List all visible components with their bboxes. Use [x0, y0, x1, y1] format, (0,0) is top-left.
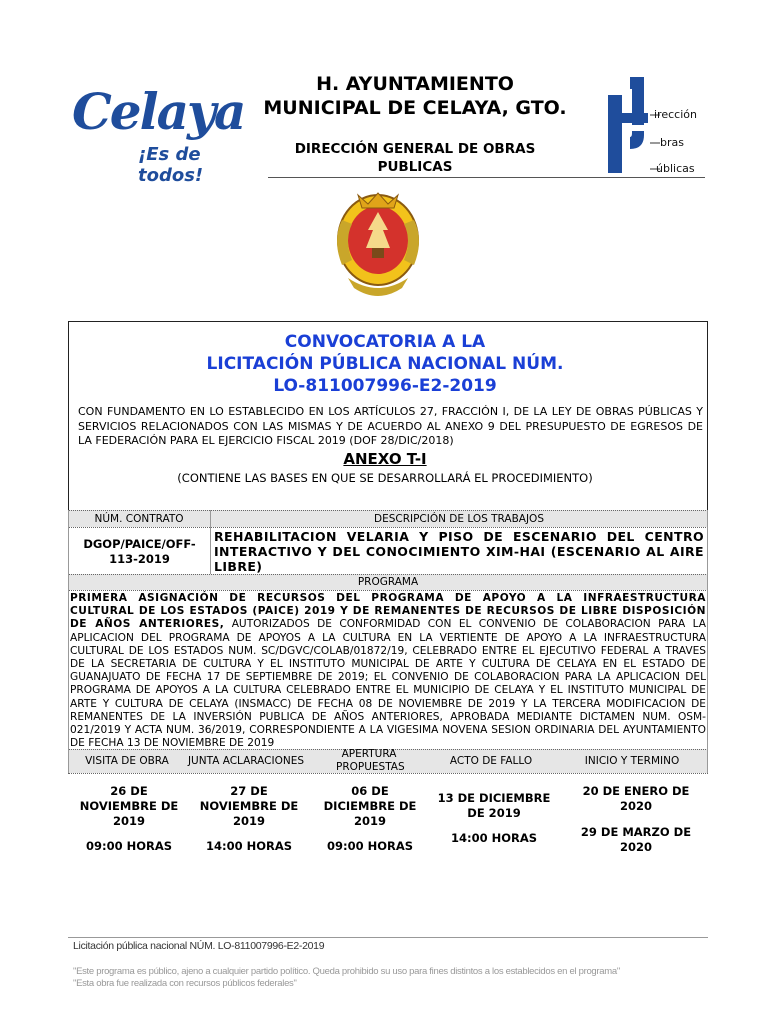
- programa-text-body: AUTORIZADOS DE CONFORMIDAD CON EL CONVENIO DE COLABORACION PARA LA APLICACION DEL PROGRAMA DE APOYOS A LA CULTURA EN LA VERTIENTE DE APOYO A LA INFRAESTRUCTURA CULTURAL DE LOS ESTADOS NUM. SC/DGVC/COLAB/01872/19, CELEBRADO ENTRE EL EJECUTIVO FEDERAL A TRAVES DE LA SECRETARIA DE CULTURA Y EL INSTITUTO MUNICIPAL DE ARTE Y CULTURA DE CELAYA EN EL ESTADO DE GUANAJUATO DE FECHA 17 DE SEPTIEMBRE DE 2019; EL CONVENIO DE COLABORACION PARA LA APLICACION DEL PROGRAMA DE APOYOS A LA CULTURA CELEBRADO ENTRE EL MUNICIPIO DE CELAYA Y EL INSTITUTO MUNICIPAL DE ARTE Y CULTURA DE CELAYA (INSMACC) DE FECHA 08 DE NOVIEMBRE DE 2019 Y LA TERCERA MODIFICACION DE REMANENTES DE LA INVERSIÓN PUBLICA DE AÑOS ANTERIORES, APROBADA MEDIANTE DICTAMEN NUM. OSM-021/2019 Y ACTA NUM. 36/2019, CORRESPONDIENTE A LA VIGESIMA NOVENA SESION ORDINARIA DEL AYUNTAMIENTO DE FECHA 13 DE NOVIEMBRE DE 2019: [70, 618, 706, 750]
- municipal-seal: [328, 190, 428, 305]
- celaya-logo-word: Celaya: [72, 82, 245, 141]
- schedule-header-inicio: INICIO Y TERMINO: [584, 755, 680, 767]
- obras-logo-line-2: bras: [660, 136, 684, 149]
- col-header-description: DESCRIPCIÓN DE LOS TRABAJOS: [373, 513, 544, 525]
- fallo-date: 13 DE DICIEMBRE DE 2019: [437, 791, 551, 820]
- programa-label: PROGRAMA: [357, 576, 419, 588]
- end-date: 29 DE MARZO DE 2020: [580, 825, 692, 854]
- schedule-header-junta: JUNTA ACLARACIONES: [187, 755, 305, 767]
- apertura-time: 09:00 HORAS: [326, 839, 414, 853]
- schedule-header-visita: VISITA DE OBRA: [85, 755, 169, 767]
- junta-date: 27 DE NOVIEMBRE DE 2019: [199, 784, 299, 828]
- table-border: [68, 590, 708, 591]
- obras-publicas-logo-icon: [600, 75, 710, 175]
- convocatoria-title-line-1: CONVOCATORIA A LA: [284, 332, 486, 352]
- convocatoria-title-line-3: LO-811007996-E2-2019: [273, 376, 497, 396]
- celaya-logo-tagline: ¡Es de todos!: [138, 144, 204, 186]
- contract-number: DGOP/PAICE/OFF-113-2019: [83, 537, 196, 566]
- footer-note-2: "Esta obra fue realizada con recursos públicos federales": [73, 978, 297, 989]
- visita-date: 26 DE NOVIEMBRE DE 2019: [79, 784, 179, 828]
- page-subtitle: [270, 140, 560, 176]
- table-border: [707, 510, 708, 773]
- convocatoria-title-line-2: LICITACIÓN PÚBLICA NACIONAL NÚM.: [206, 354, 564, 374]
- table-border: [68, 510, 708, 511]
- start-date: 20 DE ENERO DE 2020: [582, 784, 690, 813]
- col-header-contract: NÚM. CONTRATO: [94, 513, 184, 525]
- apertura-date: 06 DE DICIEMBRE DE 2019: [323, 784, 417, 828]
- table-border: [68, 574, 708, 575]
- fallo-time: 14:00 HORAS: [450, 831, 538, 845]
- municipal-coat-of-arms-icon: [328, 190, 428, 305]
- footer-licitacion: Licitación pública nacional NÚM. LO-811007996-E2-2019: [73, 940, 325, 952]
- page-title-line-1: H. AYUNTAMIENTO: [316, 73, 514, 95]
- page-title: [250, 72, 580, 120]
- anexo-heading: ANEXO T-I: [343, 450, 427, 468]
- work-description: REHABILITACION VELARIA Y PISO DE ESCENARIO DEL CENTRO INTERACTIVO Y DEL CONOCIMIENTO XIM-HAI (ESCENARIO AL AIRE LIBRE): [214, 529, 704, 574]
- schedule-header-fallo: ACTO DE FALLO: [449, 755, 533, 767]
- page-subtitle-line-2: PUBLICAS: [377, 159, 453, 175]
- convocatoria-title: [0, 331, 770, 397]
- programa-text: [70, 592, 706, 750]
- table-border: [68, 527, 708, 528]
- footer-divider: [68, 937, 708, 938]
- visita-time: 09:00 HORAS: [85, 839, 173, 853]
- junta-time: 14:00 HORAS: [205, 839, 293, 853]
- footer-note-1: "Este programa es público, ajeno a cualquier partido político. Queda prohibido su uso para fines distintos a los establecidos en el programa": [73, 966, 620, 977]
- schedule-header-apertura: APERTURA PROPUESTAS: [336, 748, 405, 773]
- obras-logo-line-3: úblicas: [656, 162, 695, 175]
- obras-publicas-logo: [600, 75, 710, 175]
- page-title-line-2: MUNICIPAL DE CELAYA, GTO.: [263, 97, 567, 119]
- obras-logo-line-1: irección: [654, 108, 697, 121]
- celaya-logo: [60, 82, 250, 186]
- page-subtitle-line-1: DIRECCIÓN GENERAL DE OBRAS: [294, 141, 536, 157]
- legal-foundation-text: CON FUNDAMENTO EN LO ESTABLECIDO EN LOS ARTÍCULOS 27, FRACCIÓN I, DE LA LEY DE OBRAS PÚBLICAS Y SERVICIOS RELACIONADOS CON LAS MISMAS Y DE ACUERDO AL ANEXO 9 DEL PRESUPUESTO DE EGRESOS DE LA FEDERACIÓN PARA EL EJERCICIO FISCAL 2019 (DOF 28/DIC/2018): [78, 405, 703, 447]
- header-divider: [268, 177, 705, 178]
- anexo-subheading: (CONTIENE LAS BASES EN QUE SE DESARROLLARÁ EL PROCEDIMIENTO): [177, 471, 593, 485]
- programa-text-bold: PRIMERA ASIGNACIÓN DE RECURSOS DEL PROGRAMA DE APOYO A LA INFRAESTRUCTURA CULTURAL DE LOS ESTADOS (PAICE) 2019 Y DE REMANENTES DE RECURSOS DE LIBRE DISPOSICIÓN DE AÑOS ANTERIORES,: [70, 592, 706, 631]
- table-border: [68, 510, 69, 773]
